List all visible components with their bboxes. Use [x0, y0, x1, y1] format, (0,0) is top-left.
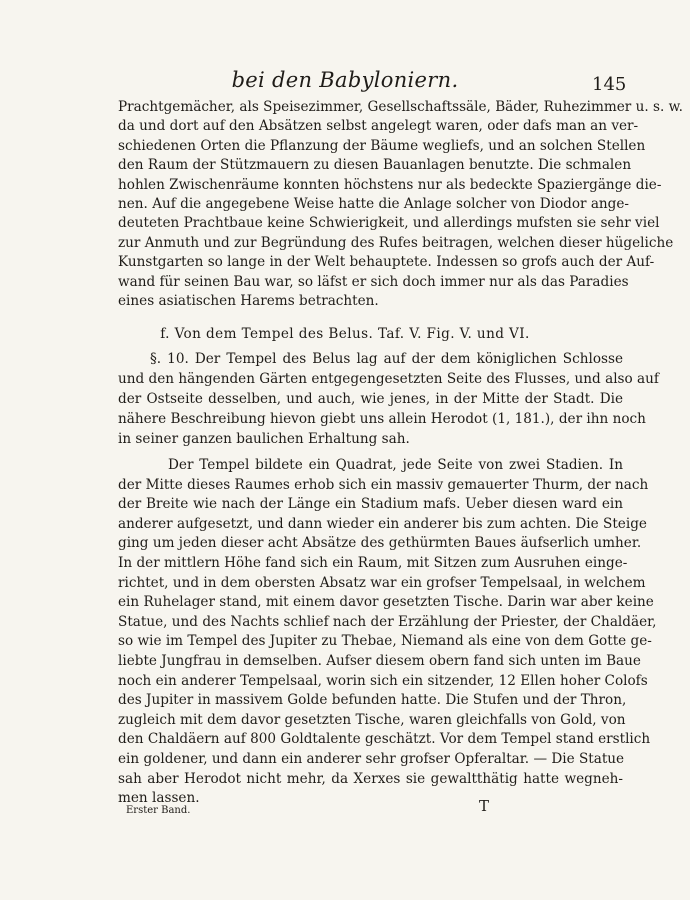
- text-line: ein Ruhelager stand, mit einem davor gesetzten Tische. Darin war aber keine: [118, 594, 654, 611]
- text-line: ein goldener, und dann ein anderer sehr grofser Opferaltar. — Die Statue: [118, 751, 625, 767]
- text-line: zugleich mit dem davor gesetzten Tische, waren gleichfalls von Gold, von: [118, 711, 626, 728]
- signature-mark: T: [479, 797, 490, 815]
- text-line: sah aber Herodot nicht mehr, da Xerxes sie gewaltthätig hatte wegneh-: [118, 770, 623, 787]
- text-line: men lassen.: [118, 790, 200, 807]
- text-line: so wie im Tempel des Jupiter zu Thebae, Niemand als eine von dem Gotte ge-: [118, 633, 652, 650]
- text-line: deuteten Prachtbaue keine Schwierigkeit, und allerdings mufsten sie sehr viel: [118, 215, 660, 232]
- text-line: Statue, und des Nachts schlief nach der Erzählung der Priester, der Chaldäer,: [118, 613, 657, 630]
- text-line: da und dort auf den Absätzen selbst angelegt waren, oder dafs man an ver-: [118, 118, 639, 135]
- volume-label: Erster Band.: [126, 805, 191, 816]
- text-line: wand für seinen Bau war, so läfst er sich doch immer nur als das Paradies: [118, 273, 629, 290]
- text-line: Prachtgemächer, als Speisezimmer, Gesellschaftssäle, Bäder, Ruhezimmer u. s. w.: [118, 99, 683, 115]
- text-line: der Mitte dieses Raumes erhob sich ein massiv gemauerter Thurm, der nach: [118, 476, 649, 493]
- text-line: Kunstgarten so lange in der Welt behauptete. Indessen so grofs auch der Auf-: [118, 254, 655, 271]
- running-header: bei den Babyloniern.: [231, 68, 459, 92]
- section-heading: f. Von dem Tempel des Belus. Taf. V. Fig. V. und VI.: [160, 326, 530, 342]
- text-line: hohlen Zwischenräume konnten höchstens nur als bedeckte Spaziergänge die-: [118, 176, 662, 193]
- text-line: anderer aufgesetzt, und dann wieder ein anderer bis zum achten. Die Steige: [118, 515, 647, 532]
- text-line: in seiner ganzen baulichen Erhaltung sah.: [118, 431, 410, 447]
- page-number: 145: [592, 74, 627, 95]
- text-line: nähere Beschreibung hievon giebt uns allein Herodot (1, 181.), der ihn noch: [118, 411, 646, 427]
- text-line: liebte Jungfrau in demselben. Aufser diesem obern fand sich unten im Baue: [118, 653, 641, 669]
- text-line: noch ein anderer Tempelsaal, worin sich ein sitzender, 12 Ellen hoher Colofs: [118, 672, 648, 689]
- text-line: eines asiatischen Harems betrachten.: [118, 293, 379, 309]
- text-line: §. 10. Der Tempel des Belus lag auf der dem königlichen Schlosse: [150, 351, 623, 367]
- text-line: schiedenen Orten die Pflanzung der Bäume wegliefs, und an solchen Stellen: [118, 137, 646, 154]
- text-line: des Jupiter in massivem Golde befunden hatte. Die Stufen und der Thron,: [118, 692, 627, 709]
- text-line: der Breite wie nach der Länge ein Stadium mafs. Ueber diesen ward ein: [118, 496, 623, 513]
- text-line: den Raum der Stützmauern zu diesen Bauanlagen benutzte. Die schmalen: [118, 157, 632, 174]
- text-line: zur Anmuth und zur Begründung des Rufes beitragen, welchen dieser hügeliche: [118, 234, 674, 251]
- text-line: Der Tempel bildete ein Quadrat, jede Seite von zwei Stadien. In: [168, 457, 623, 473]
- text-line: nen. Auf die angegebene Weise hatte die Anlage solcher von Diodor ange-: [118, 196, 630, 212]
- text-line: richtet, und in dem obersten Absatz war ein grofser Tempelsaal, in welchem: [118, 574, 646, 591]
- text-line: ging um jeden dieser acht Absätze des gethürmten Baues äufserlich umher.: [118, 535, 642, 552]
- text-line: den Chaldäern auf 800 Goldtalente geschätzt. Vor dem Tempel stand erstlich: [118, 731, 651, 748]
- text-line: und den hängenden Gärten entgegengesetzten Seite des Flusses, und also auf: [118, 371, 659, 387]
- text-line: der Ostseite desselben, und auch, wie jenes, in der Mitte der Stadt. Die: [118, 391, 623, 407]
- text-line: In der mittlern Höhe fand sich ein Raum, mit Sitzen zum Ausruhen einge-: [118, 555, 628, 571]
